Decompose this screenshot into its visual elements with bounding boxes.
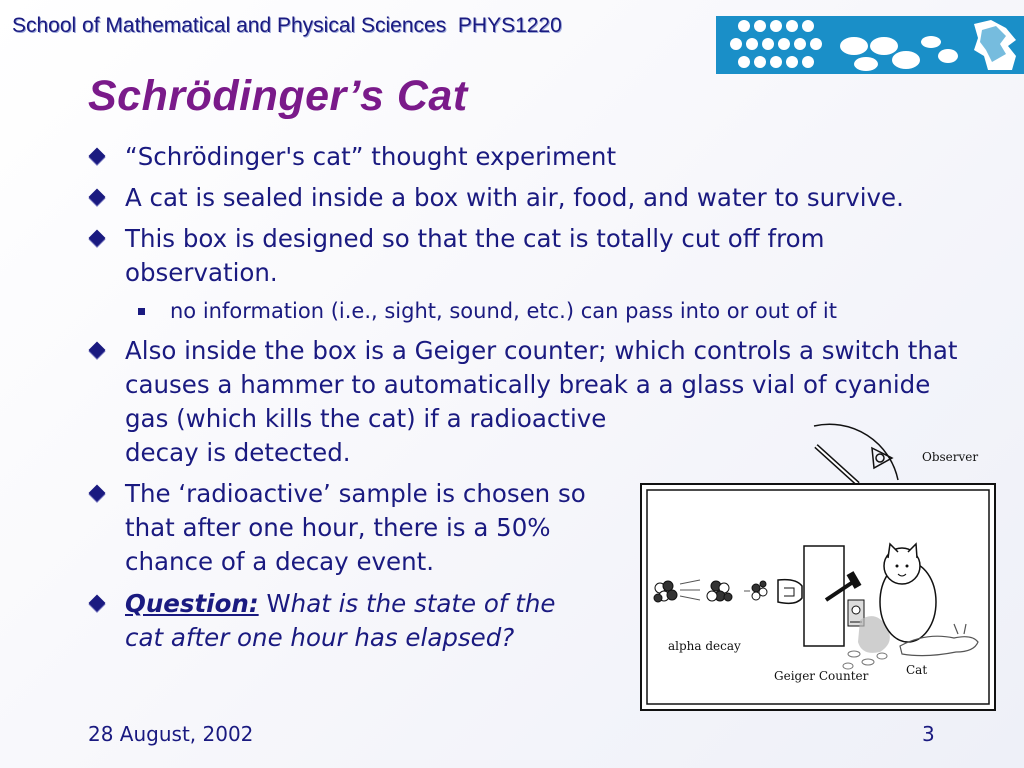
question-first-letter: W [258,589,291,618]
university-logo-banner [716,16,1024,74]
diamond-bullet-icon [89,595,106,612]
diamond-bullet-icon [89,189,106,206]
box-lid-outline [816,446,858,484]
diamond-bullet-icon [89,148,106,165]
bullet-line: decay is detected. [125,438,351,467]
footer-date: 28 August, 2002 [88,722,254,746]
question-line: cat after one hour has elapsed? [125,623,515,652]
diamond-bullet-icon [89,230,106,247]
diamond-bullet-icon [89,485,106,502]
diamond-bullet-icon [89,342,106,359]
geiger-counter-icon [804,546,844,646]
bullet-text: “Schrödinger's cat” thought experiment [125,142,617,171]
bullet-text: A cat is sealed inside a box with air, food, and water to survive. [125,183,904,212]
observer-eye-icon [814,424,898,480]
square-bullet-icon [138,308,145,315]
bullet-line: Also inside the box is a Geiger counter; which controls a switch that [125,336,958,365]
bullet-text [125,222,985,290]
bullet-line: The ‘radioactive’ sample is chosen so [125,479,586,508]
sub-bullet-text: no information (i.e., sight, sound, etc.) can pass into or out of it [170,299,837,323]
schrodinger-cat-diagram [636,420,1000,716]
bullet-line: chance of a decay event. [125,547,435,576]
bullet-line: gas (which kills the cat) if a radioactive [125,404,607,433]
bullet-line: causes a hammer to automatically break a a glass vial of cyanide [125,370,931,399]
geiger-counter-label: Geiger Counter [774,669,869,683]
bullet-line: observation. [125,258,278,287]
question-label: Question: [125,589,259,618]
cat-label: Cat [906,663,928,677]
cat-eye-icon [896,565,899,568]
bullet-line: This box is designed so that the cat is totally cut off from [125,224,825,253]
question-line: hat is the state of the [290,589,556,618]
course-header: School of Mathematical and Physical Sciences PHYS1220 [12,14,562,37]
page-number: 3 [922,722,935,746]
observer-label: Observer [922,450,979,464]
detector-icon [778,580,802,604]
slide-title: Schrödinger’s Cat [88,72,468,120]
bullet-line: that after one hour, there is a 50% [125,513,551,542]
cat-eye-icon [906,565,909,568]
alpha-decay-label: alpha decay [668,639,741,653]
